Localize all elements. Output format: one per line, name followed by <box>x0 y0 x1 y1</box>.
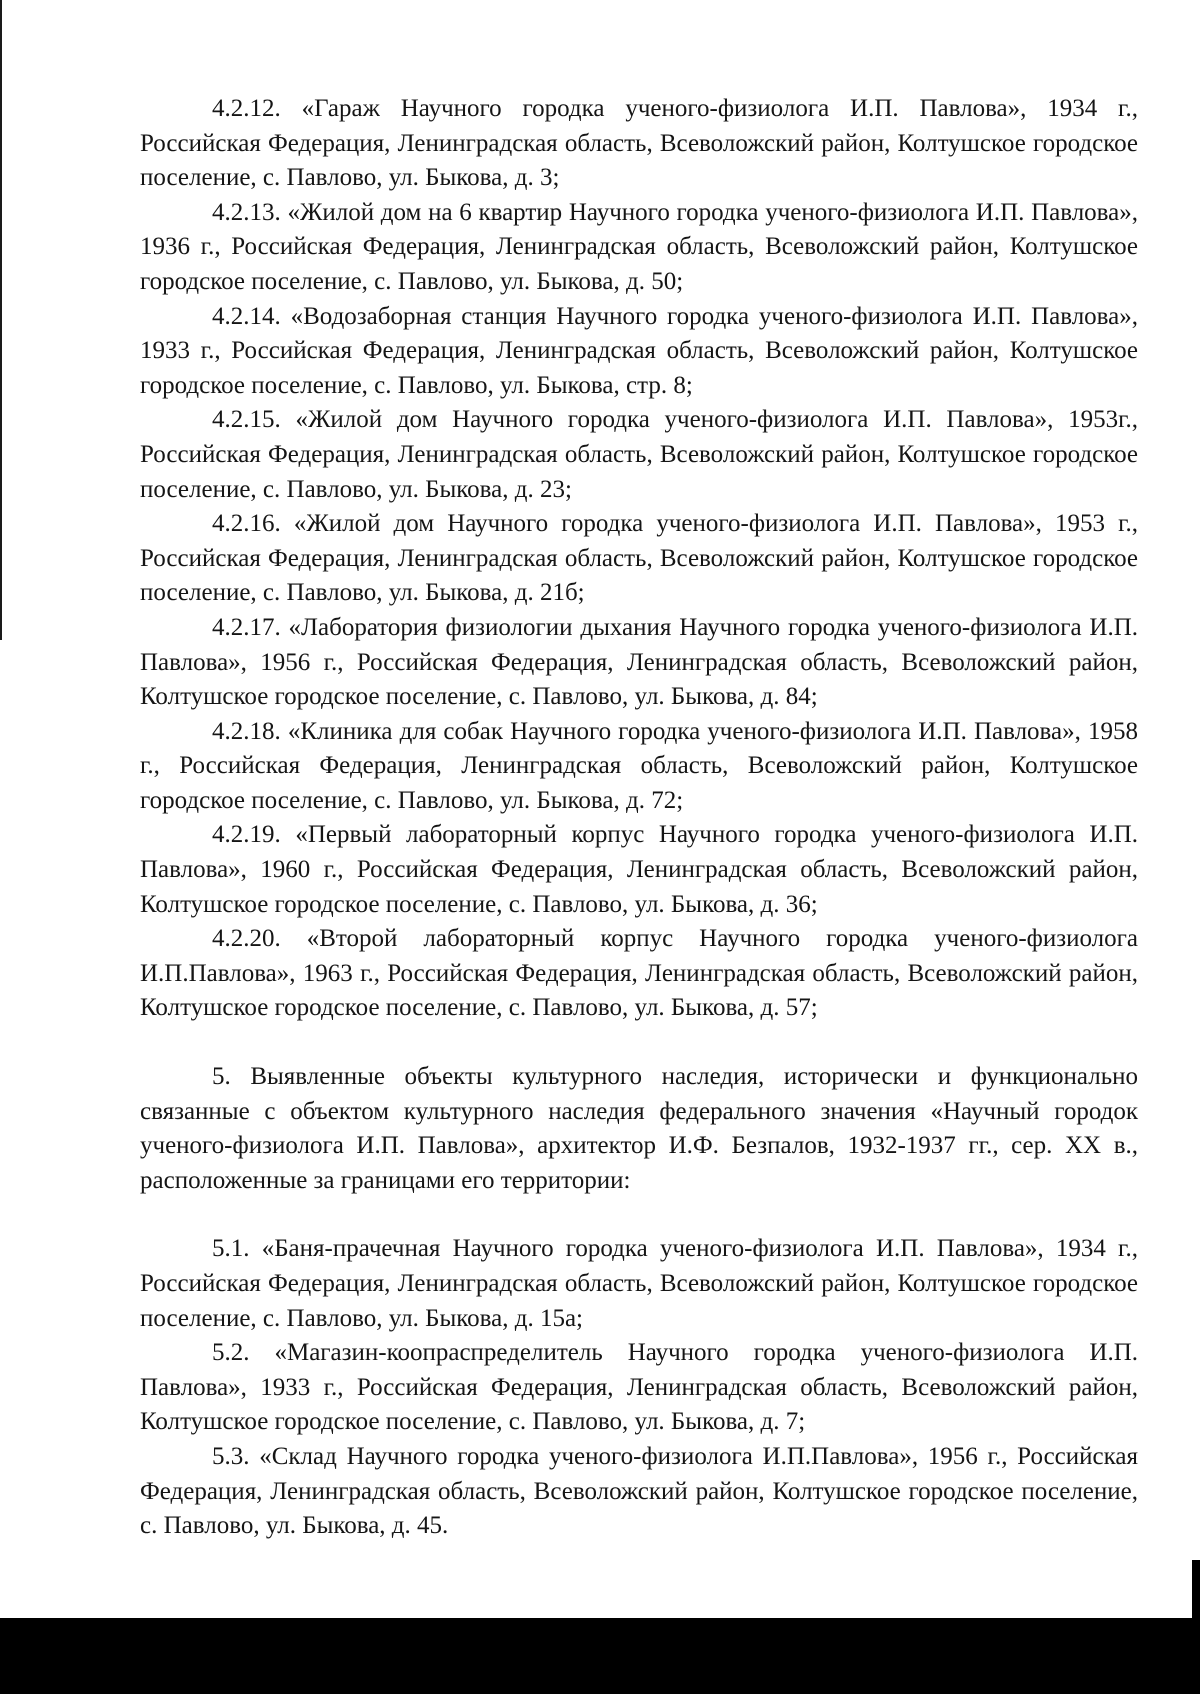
section-5-heading: 5. Выявленные объекты культурного наследия, исторически и функционально связанные с объектом культурного наследия федерального значения «Научный городок ученого-физиолога И.П. Павлова», архитектор И.Ф. Безпалов, 1932-1937 гг., сер. XX в., расположенные за границами его территории: <box>140 1063 1138 1194</box>
list-item-4-2-19: 4.2.19. «Первый лабораторный корпус Научного городка ученого-физиолога И.П. Павлова», 1960 г., Российская Федерация, Ленинградская область, Всеволожский район, Колтушское городское поселение, с. Павлово, ул. Быкова, д. 36; <box>140 821 1138 918</box>
paragraph-gap <box>140 1026 1138 1060</box>
list-item-4-2-20: 4.2.20. «Второй лабораторный корпус Научного городка ученого-физиолога И.П.Павлова», 1963 г., Российская Федерация, Ленинградская область, Всеволожский район, Колтушское городское поселение, с. Павлово, ул. Быкова, д. 57; <box>140 925 1138 1022</box>
list-item-4-2-15: 4.2.15. «Жилой дом Научного городка ученого-физиолога И.П. Павлова», 1953г., Российская Федерация, Ленинградская область, Всеволожский район, Колтушское городское поселение, с. Павлово, ул. Быкова, д. 23; <box>140 406 1138 503</box>
list-item-5-3: 5.3. «Склад Научного городка ученого-физиолога И.П.Павлова», 1956 г., Российская Федерация, Ленинградская область, Всеволожский район, Колтушское городское поселение, с. Павлово, ул. Быкова, д. 45. <box>140 1442 1138 1540</box>
list-item-5-1: 5.1. «Баня-прачечная Научного городка ученого-физиолога И.П. Павлова», 1934 г., Российская Федерация, Ленинградская область, Всеволожский район, Колтушское городское поселение, с. Павлово, ул. Быкова, д. 15а; <box>140 1235 1138 1332</box>
document-body <box>140 92 1138 1544</box>
scan-bottom-band <box>0 1618 1200 1694</box>
list-item-4-2-18: 4.2.18. «Клиника для собак Научного городка ученого-физиолога И.П. Павлова», 1958 г., Российская Федерация, Ленинградская область, Всеволожский район, Колтушское городское поселение, с. Павлово, ул. Быкова, д. 72; <box>140 717 1138 814</box>
list-item-4-2-13: 4.2.13. «Жилой дом на 6 квартир Научного городка ученого-физиолога И.П. Павлова», 1936 г., Российская Федерация, Ленинградская область, Всеволожский район, Колтушское городское поселение, с. Павлово, ул. Быкова, д. 50; <box>140 198 1138 295</box>
scan-left-edge <box>0 0 2 640</box>
list-item-5-2: 5.2. «Магазин-коопраспределитель Научного городка ученого-физиолога И.П. Павлова», 1933 г., Российская Федерация, Ленинградская область, Всеволожский район, Колтушское городское поселение, с. Павлово, ул. Быкова, д. 7; <box>140 1339 1138 1436</box>
scan-right-band <box>1192 1560 1200 1618</box>
list-item-4-2-17: 4.2.17. «Лаборатория физиологии дыхания Научного городка ученого-физиолога И.П. Павлова», 1956 г., Российская Федерация, Ленинградская область, Всеволожский район, Колтушское городское поселение, с. Павлово, ул. Быкова, д. 84; <box>140 613 1138 711</box>
list-item-4-2-14: 4.2.14. «Водозаборная станция Научного городка ученого-физиолога И.П. Павлова», 1933 г., Российская Федерация, Ленинградская область, Всеволожский район, Колтушское городское поселение, с. Павлово, ул. Быкова, стр. 8; <box>140 302 1138 399</box>
list-item-4-2-12: 4.2.12. «Гараж Научного городка ученого-физиолога И.П. Павлова», 1934 г., Российская Федерация, Ленинградская область, Всеволожский район, Колтушское городское поселение, с. Павлово, ул. Быкова, д. 3; <box>140 95 1138 192</box>
paragraph-gap <box>140 1198 1138 1232</box>
list-item-4-2-16: 4.2.16. «Жилой дом Научного городка ученого-физиолога И.П. Павлова», 1953 г., Российская Федерация, Ленинградская область, Всеволожский район, Колтушское городское поселение, с. Павлово, ул. Быкова, д. 21б; <box>140 510 1138 607</box>
